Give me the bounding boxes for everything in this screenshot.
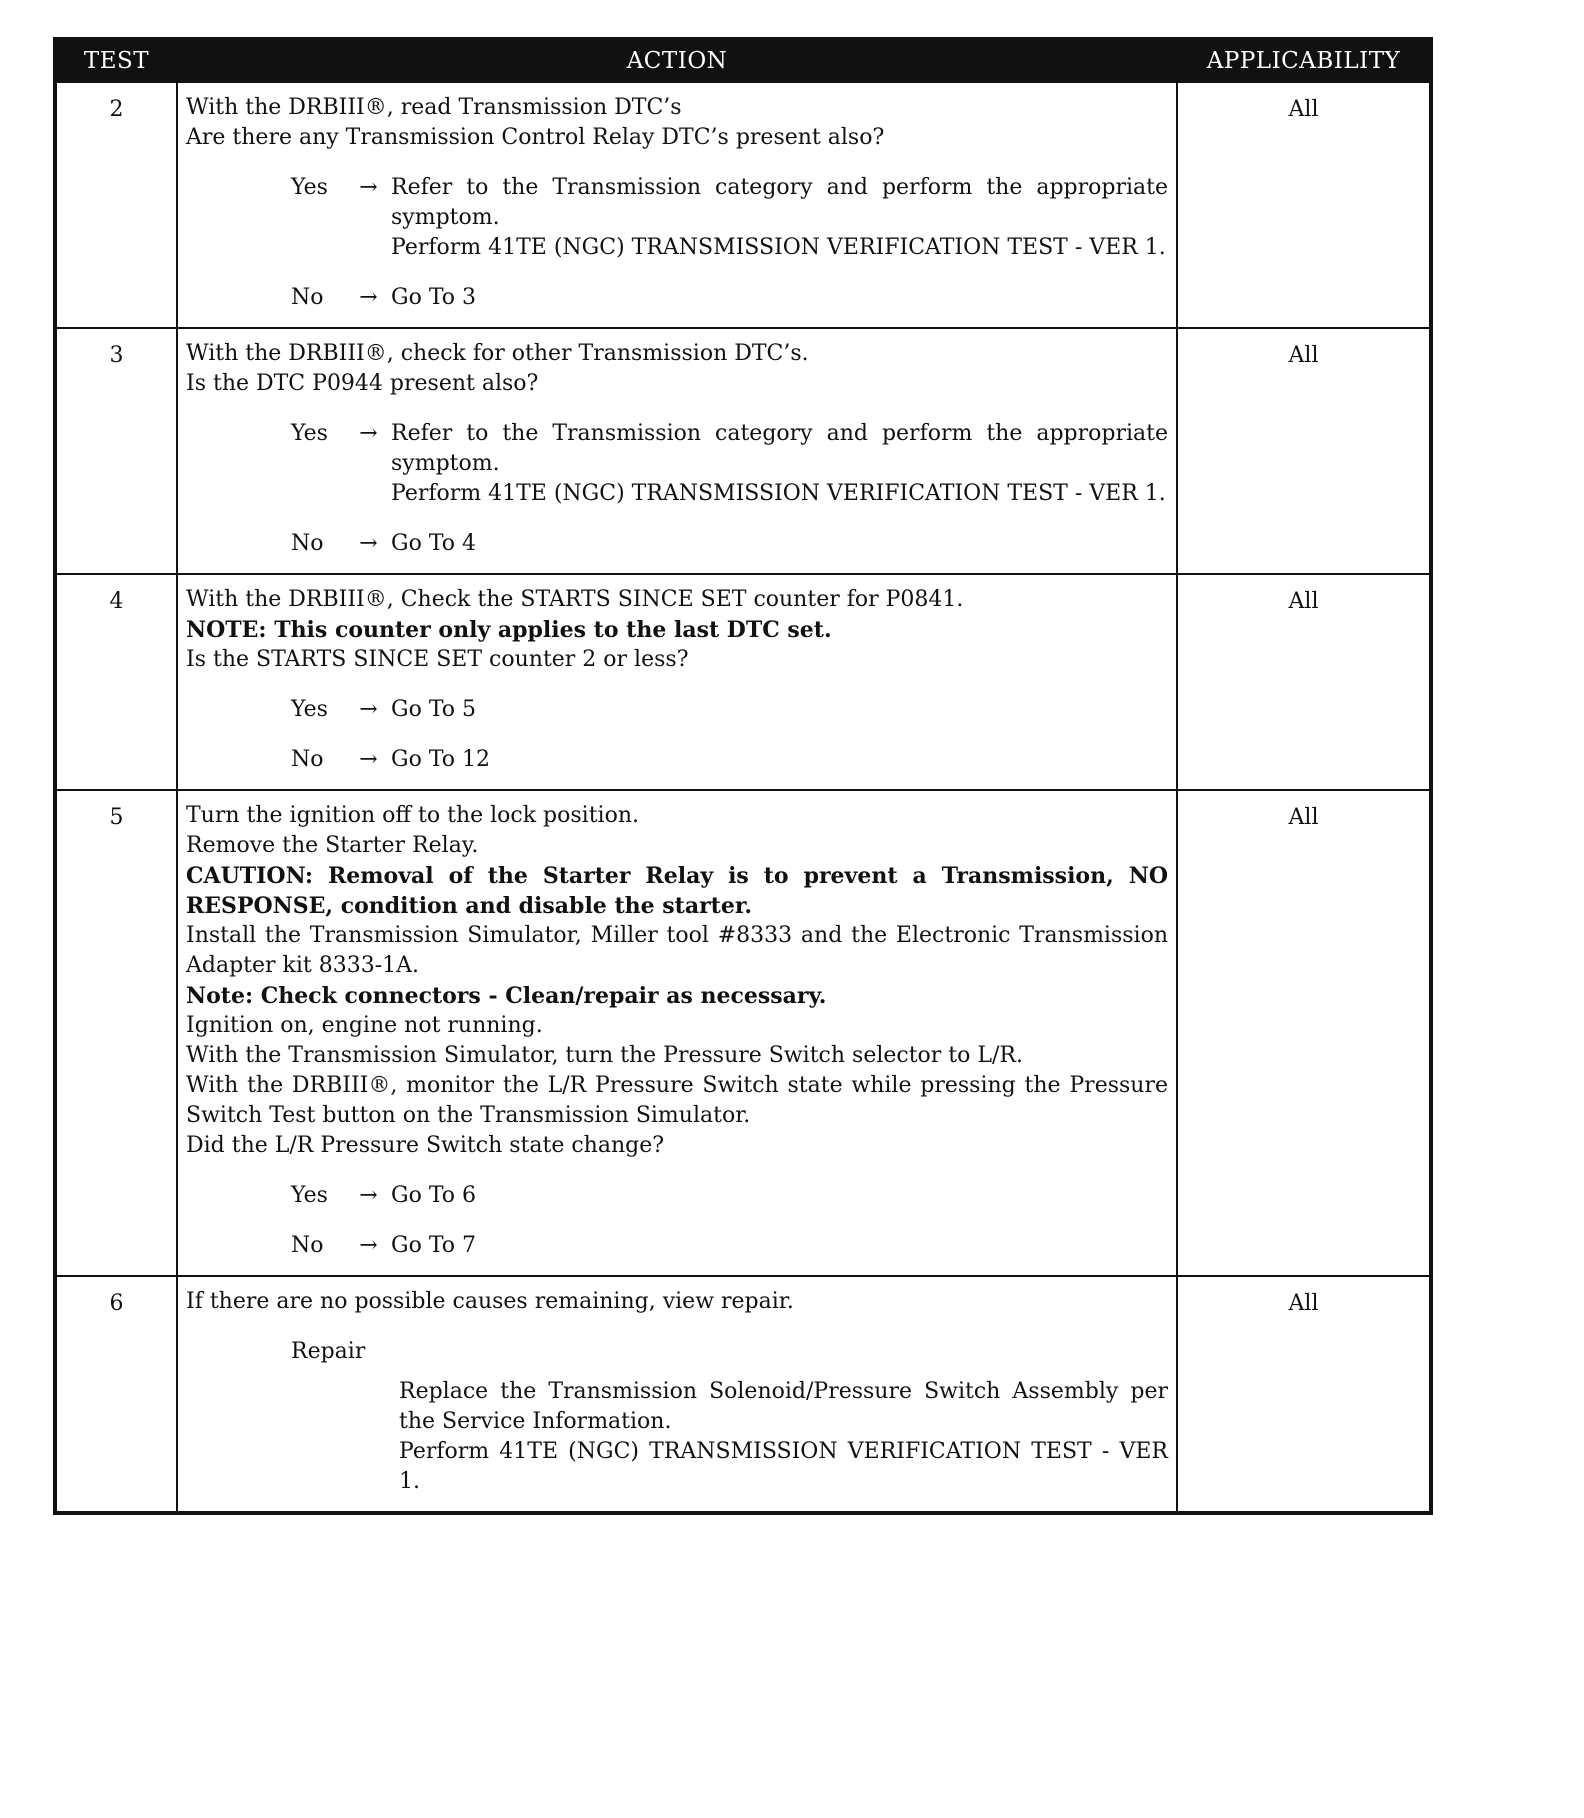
action-question: Is the STARTS SINCE SET counter 2 or less?	[186, 647, 689, 672]
repair-label: Repair	[291, 1339, 366, 1364]
test-number: 5	[55, 790, 177, 1276]
action-cell	[177, 574, 1177, 790]
action-text: With the Transmission Simulator, turn the Pressure Switch selector to L/R.	[186, 1043, 1023, 1068]
yes-label: Yes	[291, 697, 328, 722]
action-text: With the DRBIII®, Check the STARTS SINCE SET counter for P0841.	[186, 587, 964, 612]
yes-label: Yes	[291, 1183, 328, 1208]
yes-outcome	[291, 695, 1168, 725]
applicability-value: All	[1177, 790, 1431, 1276]
arrow-icon: →	[359, 531, 378, 556]
action-text: With the DRBIII®, monitor the L/R Pressure Switch state while pressing the Pressure Switch Test button on the Transmission Simulator.	[186, 1073, 1175, 1128]
no-result: Go To 12	[391, 747, 491, 772]
table-row	[55, 574, 1431, 790]
no-outcome	[291, 1231, 1168, 1261]
test-number: 6	[55, 1276, 177, 1513]
arrow-icon: →	[359, 175, 378, 200]
arrow-icon: →	[359, 1183, 378, 1208]
yes-label: Yes	[291, 175, 328, 200]
outcomes	[186, 1181, 1168, 1261]
header-applicability: APPLICABILITY	[1177, 39, 1431, 82]
diagnostic-procedure-page	[53, 37, 1429, 1515]
no-label: No	[291, 285, 324, 310]
arrow-icon: →	[359, 1233, 378, 1258]
repair-line: Perform 41TE (NGC) TRANSMISSION VERIFICATION TEST - VER 1.	[399, 1439, 1175, 1494]
note-text: Note: Check connectors - Clean/repair as necessary.	[186, 983, 827, 1009]
outcomes	[186, 695, 1168, 775]
no-label: No	[291, 1233, 324, 1258]
table-row	[55, 790, 1431, 1276]
action-text: Turn the ignition off to the lock position.	[186, 803, 639, 828]
test-number: 2	[55, 82, 177, 328]
action-text: Install the Transmission Simulator, Miller tool #8333 and the Electronic Transmission Adapter kit 8333-1A.	[186, 923, 1175, 978]
repair-line: Replace the Transmission Solenoid/Pressure Switch Assembly per the Service Information.	[399, 1379, 1175, 1434]
applicability-value: All	[1177, 1276, 1431, 1513]
action-question: Is the DTC P0944 present also?	[186, 371, 539, 396]
no-outcome	[291, 283, 1168, 313]
yes-result-line: Refer to the Transmission category and perform the appropriate symptom.	[391, 421, 1175, 476]
arrow-icon: →	[359, 285, 378, 310]
action-text: With the DRBIII®, check for other Transmission DTC’s.	[186, 341, 809, 366]
arrow-icon: →	[359, 421, 378, 446]
header-action: ACTION	[177, 39, 1177, 82]
action-text: Remove the Starter Relay.	[186, 833, 479, 858]
caution-text: CAUTION: Removal of the Starter Relay is to prevent a Transmission, NO RESPONSE, condition and disable the starter.	[186, 863, 1176, 919]
action-cell	[177, 82, 1177, 328]
outcomes	[186, 419, 1175, 559]
yes-outcome	[291, 419, 1175, 509]
note-text: NOTE: This counter only applies to the last DTC set.	[186, 617, 832, 643]
table-header-row	[55, 39, 1431, 82]
arrow-icon: →	[359, 697, 378, 722]
test-number: 3	[55, 328, 177, 574]
yes-result-line: Refer to the Transmission category and perform the appropriate symptom.	[391, 175, 1175, 230]
yes-label: Yes	[291, 421, 328, 446]
table-row	[55, 1276, 1431, 1513]
action-cell	[177, 790, 1177, 1276]
yes-outcome	[291, 1181, 1168, 1211]
test-number: 4	[55, 574, 177, 790]
yes-outcome	[291, 173, 1175, 263]
header-test: TEST	[55, 39, 177, 82]
action-text: If there are no possible causes remaining, view repair.	[186, 1289, 794, 1314]
no-result: Go To 3	[391, 285, 477, 310]
applicability-value: All	[1177, 328, 1431, 574]
action-question: Are there any Transmission Control Relay DTC’s present also?	[186, 125, 885, 150]
yes-result-line: Perform 41TE (NGC) TRANSMISSION VERIFICATION TEST - VER 1.	[391, 481, 1166, 506]
yes-result: Go To 6	[391, 1183, 477, 1208]
yes-result-line: Perform 41TE (NGC) TRANSMISSION VERIFICATION TEST - VER 1.	[391, 235, 1166, 260]
action-question: Did the L/R Pressure Switch state change?	[186, 1133, 665, 1158]
arrow-icon: →	[359, 747, 378, 772]
table-row	[55, 328, 1431, 574]
table-row	[55, 82, 1431, 328]
no-outcome	[291, 529, 1168, 559]
outcomes	[186, 173, 1175, 313]
action-cell	[177, 1276, 1177, 1513]
no-result: Go To 7	[391, 1233, 477, 1258]
diagnostic-test-table	[53, 37, 1433, 1515]
no-label: No	[291, 531, 324, 556]
no-label: No	[291, 747, 324, 772]
applicability-value: All	[1177, 574, 1431, 790]
repair-block	[291, 1337, 1175, 1497]
no-outcome	[291, 745, 1168, 775]
yes-result: Go To 5	[391, 697, 477, 722]
action-text: With the DRBIII®, read Transmission DTC’s	[186, 95, 682, 120]
repair-instructions	[399, 1377, 1175, 1497]
yes-result	[391, 419, 1175, 509]
action-cell	[177, 328, 1177, 574]
no-result: Go To 4	[391, 531, 477, 556]
action-text: Ignition on, engine not running.	[186, 1013, 543, 1038]
applicability-value: All	[1177, 82, 1431, 328]
yes-result	[391, 173, 1175, 263]
